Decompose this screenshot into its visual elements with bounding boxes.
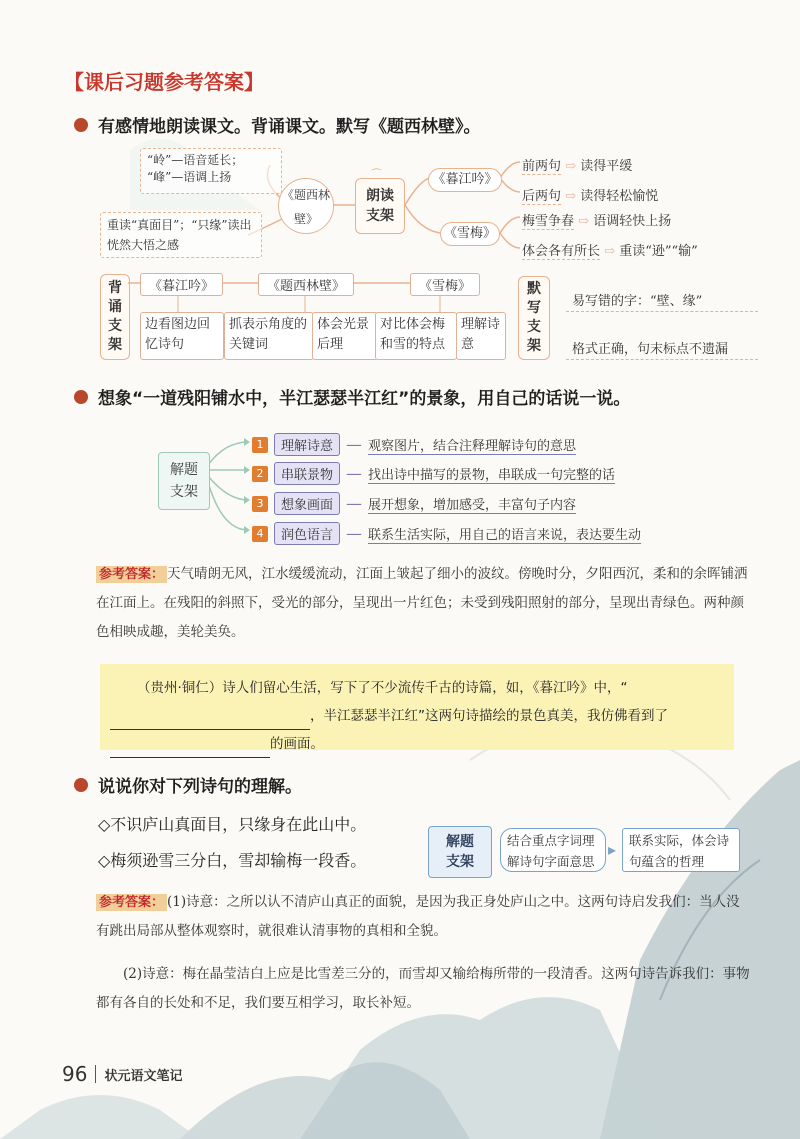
recite-item-2: 抓表示角度的关键词 xyxy=(224,312,314,360)
arrow-line: — xyxy=(346,464,363,483)
mujiang-item-2-val: 读得轻松愉悦 xyxy=(580,189,659,204)
step-desc: 联系生活实际，用自己的语言来说，表达要生动 xyxy=(368,524,641,544)
question-1-text: 有感情地朗读课文。背诵课文。默写《题西林壁》。 xyxy=(98,117,481,137)
arrow-right-icon: ⇨ xyxy=(604,244,620,259)
footer-divider xyxy=(95,1065,96,1083)
step-number: 4 xyxy=(252,526,268,542)
recite-label: 背诵支架 xyxy=(108,280,122,353)
reading-left-title: 《题西林壁》 xyxy=(278,178,334,234)
q2-step-4 xyxy=(252,522,641,545)
question-2-text: 想象“一道残阳铺水中，半江瑟瑟半江红”的景象，用自己的话说一说。 xyxy=(98,389,631,409)
step-number: 2 xyxy=(252,466,268,482)
q3-box-2: 联系实际，体会诗句蕴含的哲理 xyxy=(622,828,740,872)
write-label: 默写支架 xyxy=(527,281,541,354)
blank-1[interactable] xyxy=(110,716,310,731)
step-number: 3 xyxy=(252,496,268,512)
recite-item-5: 理解诗意 xyxy=(456,312,506,360)
write-item-2: 格式正确，句末标点不遗漏 xyxy=(566,336,758,360)
arrow-line: — xyxy=(346,494,363,513)
write-item-1: 易写错的字：“壁、缘” xyxy=(566,288,758,312)
step-label: 想象画面 xyxy=(274,492,340,515)
step-label: 理解诗意 xyxy=(274,433,340,456)
blank-2[interactable] xyxy=(110,744,270,759)
q3-box-1: 结合重点字词理解诗句字面意思 xyxy=(500,828,606,872)
recite-item-4: 对比体会梅和雪的特点 xyxy=(375,312,457,360)
exam-text-1: （贵州·铜仁）诗人们留心生活，写下了不少流传千古的诗篇，如，《暮江吟》中，“ xyxy=(137,680,628,696)
recite-item-3: 体会光景后理 xyxy=(312,312,378,360)
xuemei-item-1-key: 梅雪争春 xyxy=(522,214,575,229)
bullet-dot-icon xyxy=(74,778,88,792)
xuemei-oval: 《雪梅》 xyxy=(440,222,500,246)
reading-note-2: “峰”—语调上扬 xyxy=(147,170,232,184)
poem-line-2: ◇梅须逊雪三分白，雪却输梅一段香。 xyxy=(98,851,367,870)
q2-answer-text: 天气晴朗无风，江水缓缓流动，江面上皱起了细小的波纹。傍晚时分，夕阳西沉，柔和的余晖铺洒在江面上。在残阳的斜照下，受光的部分，呈现出一片红色；未受到残阳照射的部分，呈现出青绿色。两种颜色相映成趣，美轮美奂。 xyxy=(96,566,748,640)
mujiang-item-1-key: 前两句 xyxy=(522,159,562,174)
exam-box xyxy=(100,664,734,750)
bell-icon: ⌒ xyxy=(371,168,382,181)
q2-center-box xyxy=(158,452,210,510)
exam-text-3: 的画面。 xyxy=(270,736,324,752)
xuemei-item-1-val: 语调轻快上扬 xyxy=(593,214,672,229)
mujiang-item-2-key: 后两句 xyxy=(522,189,562,204)
q2-step-3 xyxy=(252,492,576,515)
arrow-right-icon: ⇨ xyxy=(565,189,581,204)
mujiang-oval: 《暮江吟》 xyxy=(428,168,502,192)
reading-center-label: 朗读支架 xyxy=(366,188,394,224)
q3-center-box xyxy=(428,826,492,878)
q3-answer-2 xyxy=(96,960,752,1018)
exam-text-2: ，半江瑟瑟半江红”这两句诗描绘的景色真美，我仿佛看到了 xyxy=(310,708,668,724)
xuemei-item-2-val: 重读“逊”“输” xyxy=(619,244,698,259)
answer-tag: 参考答案： xyxy=(96,894,167,911)
recite-title-2: 《题西林壁》 xyxy=(258,273,354,296)
q2-center-label: 解题支架 xyxy=(170,462,198,500)
step-desc: 找出诗中描写的景物，串联成一句完整的话 xyxy=(368,464,615,484)
question-3 xyxy=(74,772,302,797)
step-number: 1 xyxy=(252,437,268,453)
step-label: 润色语言 xyxy=(274,522,340,545)
arrow-line: — xyxy=(346,524,363,543)
reading-note-1: “岭”—语音延长； xyxy=(147,153,244,167)
mujiang-item-1-val: 读得平缓 xyxy=(580,159,633,174)
step-desc: 观察图片，结合注释理解诗句的意思 xyxy=(368,435,576,455)
step-label: 串联景物 xyxy=(274,462,340,485)
answer-tag: 参考答案： xyxy=(96,566,167,583)
arrow-right-icon: ▸ xyxy=(608,840,617,859)
question-3-text: 说说你对下列诗句的理解。 xyxy=(98,777,302,797)
recite-title-1: 《暮江吟》 xyxy=(140,273,223,296)
recite-title-3: 《雪梅》 xyxy=(410,273,480,296)
step-desc: 展开想象，增加感受，丰富句子内容 xyxy=(368,494,576,514)
xuemei-item-2-key: 体会各有所长 xyxy=(522,244,601,259)
reading-note-3: 重读“真面目”；“只缘”读出恍然大悟之感 xyxy=(100,212,262,258)
arrow-right-icon: ⇨ xyxy=(565,159,581,174)
arrow-right-icon: ⇨ xyxy=(578,214,594,229)
q3-answer-1-text: (1)诗意：之所以认不清庐山真正的面貌，是因为我正身处庐山之中。这两句诗启发我们：当人没有跳出局部从整体观察时，就很难认清事物的真相和全貌。 xyxy=(96,894,740,939)
section-title: 【课后习题参考答案】 xyxy=(64,70,264,94)
q3-center-label: 解题支架 xyxy=(446,834,474,870)
q3-answer-2-text: (2)诗意：梅在晶莹洁白上应是比雪差三分的，而雪却又输给梅所带的一段清香。这两句诗告诉我们：事物都有各自的长处和不足，我们要互相学习，取长补短。 xyxy=(96,966,750,1011)
q3-answer-1 xyxy=(96,888,752,946)
q2-answer xyxy=(96,560,752,647)
page-number: 96 xyxy=(62,1062,88,1086)
book-title: 状元语文笔记 xyxy=(104,1068,183,1084)
footer xyxy=(62,1062,182,1086)
recite-item-1: 边看图边回忆诗句 xyxy=(140,312,224,360)
q2-step-2 xyxy=(252,462,615,485)
q2-step-1 xyxy=(252,433,576,456)
arrow-line: — xyxy=(346,435,363,454)
poem-line-1: ◇不识庐山真面目，只缘身在此山中。 xyxy=(98,815,367,834)
